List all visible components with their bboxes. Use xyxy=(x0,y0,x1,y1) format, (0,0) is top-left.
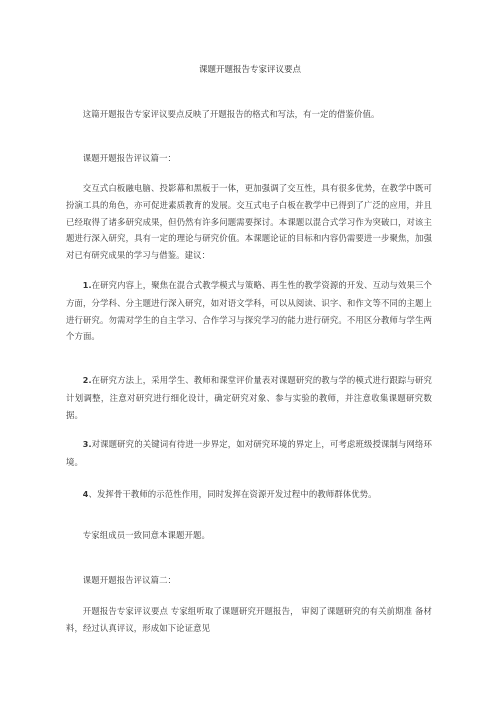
section-heading-one: 课题开题报告评议篇一： xyxy=(82,153,177,163)
paragraph-two: 开题报告专家评议要点 专家组听取了课题研究开题报告， 审阅了课题研究的有关前期准 备材料，经过认真评议，形成如下论证意见 xyxy=(66,606,432,633)
section-heading-two: 课题开题报告评议篇二： xyxy=(82,575,177,585)
suggestion-text-3: 对课题研究的关键词有待进一步界定，如对研究环境的界定上，可考虑班级授课制与网络环境。 xyxy=(66,439,432,467)
suggestion-number-4: 4 xyxy=(82,490,89,499)
suggestion-number-1: 1. xyxy=(82,281,92,290)
intro-paragraph: 这篇开题报告专家评议要点反映了开题报告的格式和写法，有一定的借鉴价值。 xyxy=(82,109,380,119)
suggestion-number-3: 3. xyxy=(82,440,92,449)
conclusion-paragraph: 专家组成员一致同意本课题开题。 xyxy=(82,530,210,540)
suggestion-item-3 xyxy=(66,436,432,471)
document-title: 课题开题报告专家评议要点 xyxy=(198,65,301,75)
suggestion-item-2 xyxy=(66,372,432,423)
suggestion-item-1 xyxy=(66,277,432,345)
paragraph-one: 交互式白板融电脑、投影幕和黑板于一体，更加强调了交互性，具有很多优势，在教学中既可扮演工具的角色，亦可促进素质教育的发展。交互式电子白板在教学中已得到了广泛的应用，并且已经取得了诸多研究成果，但仍然有许多问题需要探讨。本课题以混合式学习作为突破口，对该主题进行深入研究，具有一定的理论与研究价值。本课题论证的目标和内容仍需要进一步聚焦，加强对已有研究成果的学习与借鉴。建议： xyxy=(66,183,432,261)
suggestion-text-4: 、发挥骨干教师的示范性作用，同时发挥在资源开发过程中的教师群体优势。 xyxy=(88,489,377,499)
suggestion-text-2: 在研究方法上，采用学生、教师和课堂评价量表对课题研究的教与学的模式进行跟踪与研究计划调整，注意对研究进行细化设计，确定研究对象、参与实验的教师，并注意收集课题研究数据。 xyxy=(66,375,432,420)
suggestion-text-1: 在研究内容上，聚焦在混合式教学模式与策略、再生性的教学资源的开发、互动与效果三个方面，分学科、分主题进行深入研究，如对语文学科，可以从阅读、识字、和作文等不同的主题上进行研究。勿需对学生的自主学习、合作学习与探究学习的能力进行研究。不用区分教师与学生两个方面。 xyxy=(66,280,432,342)
suggestion-item-4 xyxy=(66,486,432,504)
suggestion-number-2: 2. xyxy=(82,376,92,385)
